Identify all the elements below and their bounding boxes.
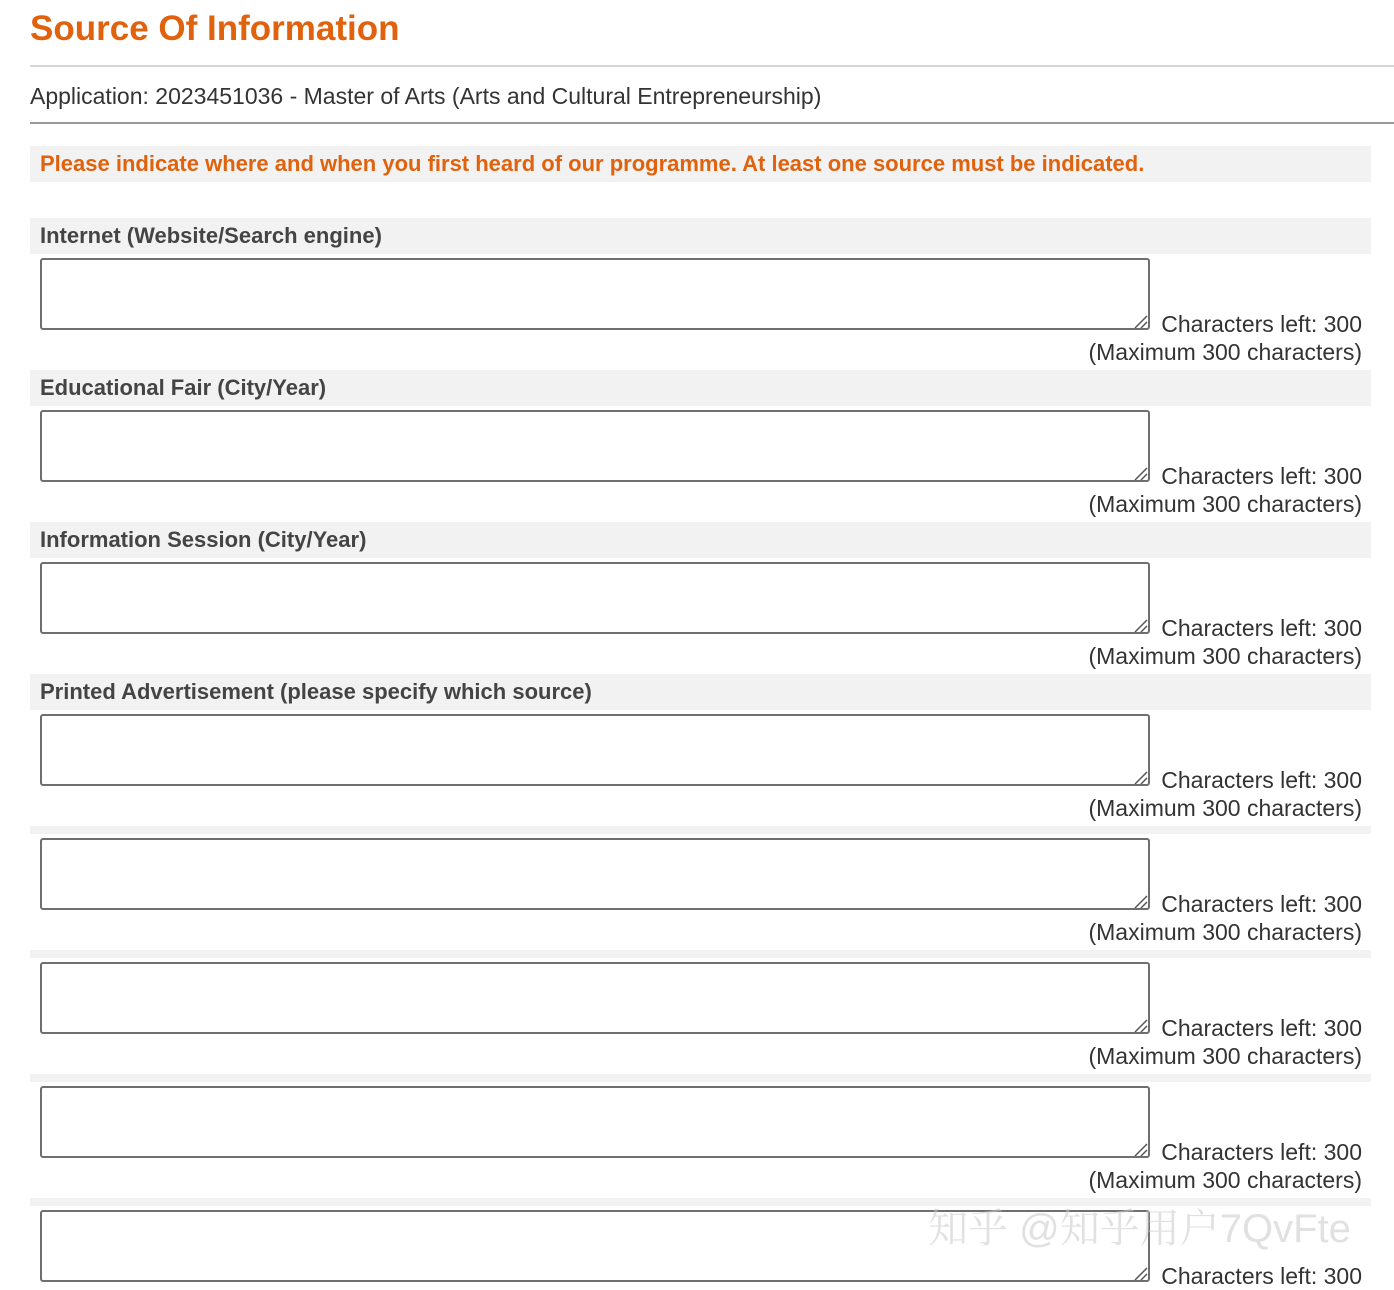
watermark: 知乎 @知乎用户7QvFte — [928, 1207, 1351, 1251]
section-header-educational-fair — [30, 370, 1371, 406]
section-heading: Printed Advertisement (please specify which source) — [40, 679, 592, 704]
educational-fair-field[interactable] — [40, 410, 1150, 482]
characters-left-counter: Characters left: 300 — [1161, 1139, 1362, 1165]
characters-left-counter: Characters left: 300 — [1161, 615, 1362, 641]
section-header-bar — [30, 826, 1371, 834]
additional-source-field-4[interactable] — [40, 1210, 1150, 1282]
characters-left-counter: Characters left: 300 — [1161, 463, 1362, 489]
max-characters-note: (Maximum 300 characters) — [1088, 919, 1362, 945]
instruction-banner — [30, 146, 1371, 182]
application-divider — [30, 122, 1394, 124]
section-header-bar — [30, 1198, 1371, 1206]
information-session-field[interactable] — [40, 562, 1150, 634]
page-title: Source Of Information — [30, 9, 400, 48]
section-header-bar — [30, 950, 1371, 958]
characters-left-counter: Characters left: 300 — [1161, 311, 1362, 337]
additional-source-field-2[interactable] — [40, 962, 1150, 1034]
section-header-internet — [30, 218, 1371, 254]
characters-left-counter: Characters left: 300 — [1161, 1015, 1362, 1041]
max-characters-note: (Maximum 300 characters) — [1088, 1167, 1362, 1193]
max-characters-note: (Maximum 300 characters) — [1088, 1043, 1362, 1069]
section-header-bar — [30, 1074, 1371, 1082]
section-heading: Educational Fair (City/Year) — [40, 375, 327, 400]
section-heading: Information Session (City/Year) — [40, 527, 367, 552]
max-characters-note: (Maximum 300 characters) — [1088, 795, 1362, 821]
section-header-printed-advertisement — [30, 674, 1371, 710]
characters-left-counter: Characters left: 300 — [1161, 1263, 1362, 1289]
characters-left-counter: Characters left: 300 — [1161, 767, 1362, 793]
section-heading: Internet (Website/Search engine) — [40, 223, 382, 248]
max-characters-note: (Maximum 300 characters) — [1088, 643, 1362, 669]
characters-left-counter: Characters left: 300 — [1161, 891, 1362, 917]
max-characters-note: (Maximum 300 characters) — [1088, 339, 1362, 365]
section-header-information-session — [30, 522, 1371, 558]
application-info: Application: 2023451036 - Master of Arts (Arts and Cultural Entrepreneurship) — [30, 83, 822, 109]
title-divider — [30, 65, 1394, 67]
instruction-text: Please indicate where and when you first heard of our programme. At least one source must be indicated. — [40, 151, 1145, 176]
printed-advertisement-field[interactable] — [40, 714, 1150, 786]
additional-source-field-1[interactable] — [40, 838, 1150, 910]
additional-source-field-3[interactable] — [40, 1086, 1150, 1158]
max-characters-note: (Maximum 300 characters) — [1088, 491, 1362, 517]
internet-source-field[interactable] — [40, 258, 1150, 330]
